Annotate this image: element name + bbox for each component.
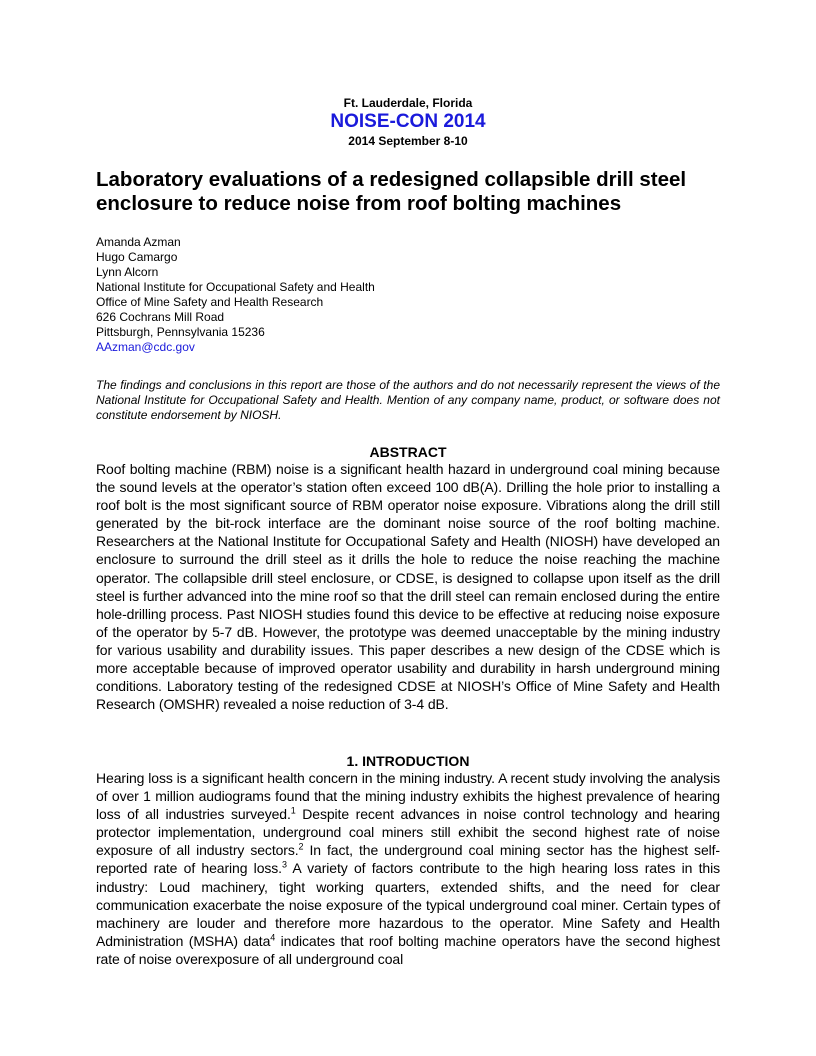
reference-marker[interactable]: 2 (298, 841, 304, 852)
reference-marker[interactable]: 1 (290, 805, 296, 816)
abstract-heading: ABSTRACT (369, 444, 447, 460)
intro-text-segment: A variety of factors contribute to the high hearing loss rates in this industry: Loud machinery, tight working quarters, extended shifts, and the need for clear communication exacerbate the noise exposure of the typical underground coal miner. Certain types of machinery are louder and therefore more hazardous to the operator. Mine Safety and Health Administration (MSHA) data (96, 860, 720, 949)
intro-text-segment: indicates that roof bolting machine operators have the second highest rate of noise overexposure of all underground coal (96, 932, 720, 967)
author-name: Lynn Alcorn (96, 265, 159, 279)
intro-text-segment: Hearing loss is a significant health concern in the mining industry. A recent study involving the analysis of over 1 million audiograms found that the mining industry exhibits the highest prevalence of hearing loss of all industries surveyed. (96, 770, 720, 823)
conference-date: 2014 September 8-10 (348, 134, 468, 148)
author-block (96, 235, 736, 355)
author-email-link[interactable]: AAzman@cdc.gov (96, 340, 195, 354)
abstract-text: Roof bolting machine (RBM) noise is a significant health hazard in underground coal mining because the sound levels at the operator’s station often exceed 100 dB(A). Drilling the hole prior to installing a roof bolt is the most significant source of RBM operator noise exposure. Vibrations along the drill still generated by the bit-rock interface are the dominant noise source of the roof bolting machine. Researchers at the National Institute for Occupational Safety and Health (NIOSH) have developed an enclosure to surround the drill steel as it drills the hole to reduce the noise reaching the machine operator. The collapsible drill steel enclosure, or CDSE, is designed to collapse upon itself as the drill steel is further advanced into the mine roof so that the drill steel can remain enclosed during the entire hole-drilling process. Past NIOSH studies found this device to be effective at reducing noise exposure of the operator by 5-7 dB. However, the prototype was deemed unacceptable by the mining industry for various usability and durability issues. This paper describes a new design of the CDSE which is more acceptable because of improved operator usability and durability in harsh underground mining conditions. Laboratory testing of the redesigned CDSE at NIOSH’s Office of Mine Safety and Health Research (OMSHR) revealed a noise reduction of 3-4 dB. (96, 461, 720, 713)
address-line: Pittsburgh, Pennsylvania 15236 (96, 325, 265, 339)
affiliation-line: Office of Mine Safety and Health Research (96, 295, 324, 309)
introduction-heading: 1. INTRODUCTION (346, 753, 470, 769)
conference-name: NOISE-CON 2014 (330, 111, 486, 132)
conference-location: Ft. Lauderdale, Florida (343, 96, 473, 110)
disclaimer: The findings and conclusions in this report are those of the authors and do not necessarily represent the views of the National Institute for Occupational Safety and Health. Mention of any company name, product, or software does not constitute endorsement by NIOSH. (96, 378, 720, 422)
conference-header (0, 96, 816, 148)
reference-marker[interactable]: 4 (270, 932, 276, 943)
address-line: 626 Cochrans Mill Road (96, 310, 225, 324)
reference-marker[interactable]: 3 (281, 859, 287, 870)
paper-title: Laboratory evaluations of a redesigned collapsible drill steel enclosure to reduce noise from roof bolting machines (96, 168, 687, 215)
author-name: Hugo Camargo (96, 250, 178, 264)
affiliation-line: National Institute for Occupational Safety and Health (96, 280, 375, 294)
author-name: Amanda Azman (96, 235, 181, 249)
intro-text-segment: In fact, the underground coal mining sector has the highest self-reported rate of hearing loss. (96, 842, 720, 877)
introduction-paragraph (96, 769, 720, 968)
intro-text-segment: Despite recent advances in noise control technology and hearing protector implementation, underground coal miners still exhibit the second highest rate of noise exposure of all industry sectors. (96, 806, 720, 859)
